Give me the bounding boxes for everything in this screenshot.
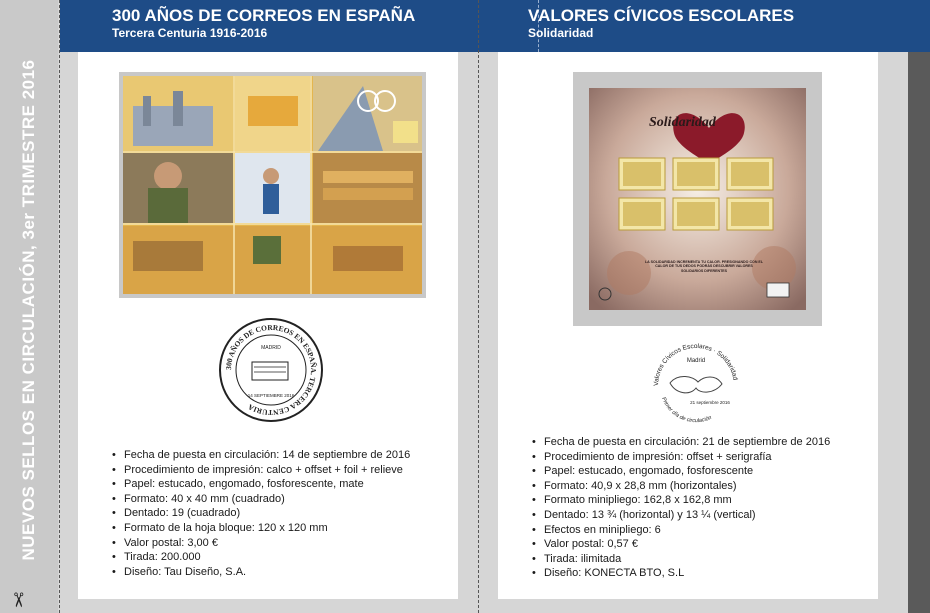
left-postmark-ring-text: 300 AÑOS DE CORREOS EN ESPAÑA. TERCERA CENTURIA — [223, 322, 319, 418]
left-detail-papel: • Papel: estucado, engomado, fosforescente, mate — [110, 477, 410, 492]
right-edge — [908, 0, 930, 613]
right-detail-minipliego: • Formato minipliego: 162,8 x 162,8 mm — [530, 493, 830, 508]
right-subtitle: Solidaridad — [528, 26, 594, 40]
left-subtitle: Tercera Centuria 1916-2016 — [112, 26, 268, 40]
right-postmark-bottom: Primer día de circulación — [660, 396, 713, 425]
cut-line-middle — [478, 0, 479, 613]
left-postmark-city: MADRID — [261, 345, 281, 351]
minisheet-title: Solidaridad — [649, 115, 716, 130]
left-stamp-frame — [119, 72, 426, 298]
right-header — [528, 6, 794, 40]
right-title: VALORES CÍVICOS ESCOLARES — [528, 6, 795, 25]
side-title: NUEVOS SELLOS EN CIRCULACIÓN, 3er TRIMESTRE 2016 — [19, 59, 38, 561]
right-detail-formato: • Formato: 40,9 x 28,8 mm (horizontales) — [530, 479, 830, 494]
right-detail-procedimiento: • Procedimiento de impresión: offset + serigrafía — [530, 450, 830, 465]
left-title: 300 AÑOS DE CORREOS EN ESPAÑA — [112, 6, 416, 25]
right-postmark-date: 21 septiembre 2016 — [690, 400, 730, 405]
scissors-icon: ✂ — [6, 591, 31, 609]
left-panel — [78, 52, 458, 599]
left-postmark-date: 14 SEPTIEMBRE 2016 — [247, 393, 295, 398]
minisheet-art — [589, 88, 806, 310]
right-detail-diseno: • Diseño: KONECTA BTO, S.L — [530, 566, 830, 581]
right-detail-valor: • Valor postal: 0,57 € — [530, 537, 830, 552]
left-souvenir-sheet — [123, 76, 422, 294]
right-minisheet — [589, 88, 806, 310]
souvenir-sheet-art — [123, 76, 422, 294]
right-panel — [498, 52, 878, 599]
left-detail-formato: • Formato: 40 x 40 mm (cuadrado) — [110, 492, 410, 507]
right-postmark-art — [648, 338, 744, 434]
left-detail-procedimiento: • Procedimiento de impresión: calco + offset + foil + relieve — [110, 463, 410, 478]
left-detail-dentado: • Dentado: 19 (cuadrado) — [110, 506, 410, 521]
side-band — [0, 0, 58, 613]
right-details — [530, 435, 830, 581]
right-detail-dentado: • Dentado: 13 ¾ (horizontal) y 13 ¼ (vertical) — [530, 508, 830, 523]
left-detail-tirada: • Tirada: 200.000 — [110, 550, 410, 565]
right-postmark-ring-text: Valores Cívicos Escolares · Solidaridad — [652, 342, 739, 387]
left-detail-diseno: • Diseño: Tau Diseño, S.A. — [110, 565, 410, 580]
right-detail-efectos: • Efectos en minipliego: 6 — [530, 523, 830, 538]
left-postmark-art — [218, 317, 324, 423]
left-header — [112, 6, 415, 40]
left-detail-valor: • Valor postal: 3,00 € — [110, 536, 410, 551]
minisheet-caption: LA SOLIDARIDAD INCREMENTA TU CALOR. PRESIONANDO CON EL CALOR DE TUS DEDOS PODRÁS DESCUBRIR VALORES SOLIDARIOS DIFERENTES — [644, 260, 764, 273]
left-postmark — [218, 317, 324, 423]
right-edge-top — [908, 0, 930, 52]
right-detail-tirada: • Tirada: ilimitada — [530, 552, 830, 567]
cut-line-left — [59, 0, 60, 613]
left-details — [110, 448, 410, 579]
right-detail-fecha: • Fecha de puesta en circulación: 21 de septiembre de 2016 — [530, 435, 830, 450]
right-detail-papel: • Papel: estucado, engomado, fosforescente — [530, 464, 830, 479]
left-detail-hoja-bloque: • Formato de la hoja bloque: 120 x 120 mm — [110, 521, 410, 536]
right-stamp-frame — [573, 72, 822, 326]
left-detail-fecha: • Fecha de puesta en circulación: 14 de septiembre de 2016 — [110, 448, 410, 463]
right-postmark-city: Madrid — [686, 358, 706, 364]
header-bar — [60, 0, 908, 52]
right-postmark — [648, 338, 744, 434]
